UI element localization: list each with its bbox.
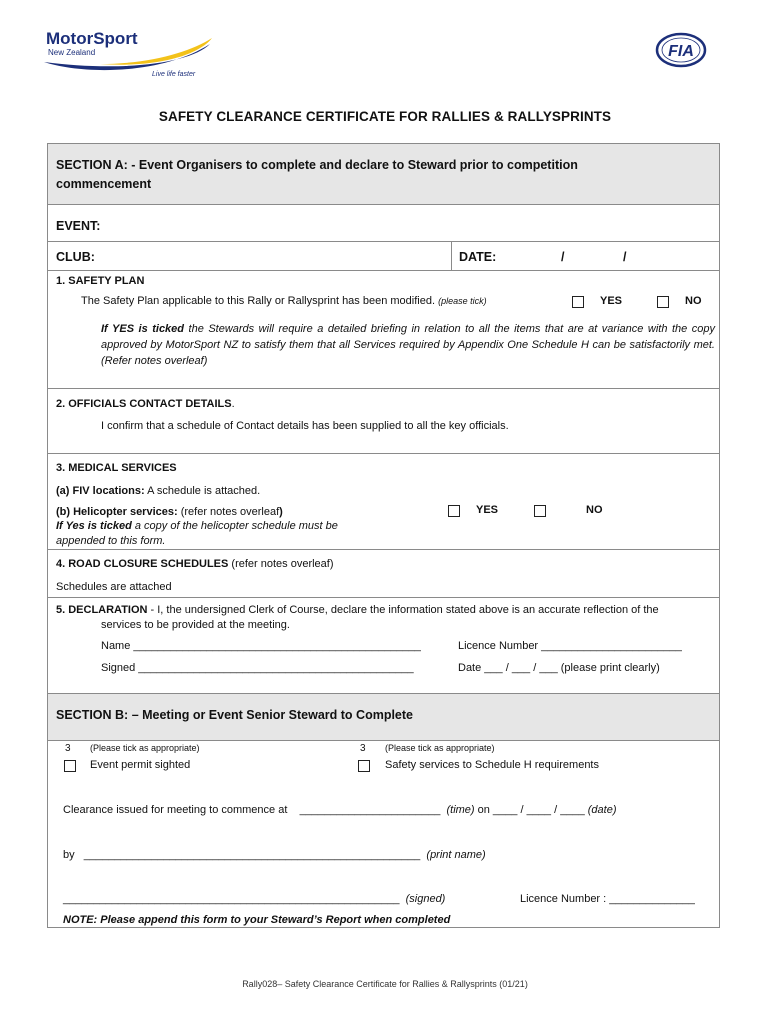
date-label: (date) <box>587 804 617 816</box>
declaration-text: - I, the undersigned Clerk of Course, declare the information stated above is an accurate reflection of the <box>147 604 659 616</box>
helicopter-row <box>56 506 283 519</box>
medical-heading: 3. MEDICAL SERVICES <box>56 462 177 474</box>
event-permit-checkbox[interactable] <box>64 760 76 772</box>
declaration-heading: 5. DECLARATION <box>56 604 148 616</box>
safety-plan-yes-checkbox[interactable] <box>572 296 584 308</box>
steward-licence-field[interactable]: Licence Number : ______________ <box>520 893 695 905</box>
helicopter-note-text: a copy of the helicopter schedule must be <box>131 520 338 532</box>
signed-label: (signed) <box>405 893 446 905</box>
divider <box>47 740 720 741</box>
divider <box>47 270 720 271</box>
club-date-divider <box>451 241 452 270</box>
divider <box>47 453 720 454</box>
helicopter-yes-label: YES <box>476 504 499 516</box>
safety-services-checkbox[interactable] <box>358 760 370 772</box>
helicopter-label: (b) Helicopter services: <box>56 506 178 518</box>
safety-plan-note-lead: If YES is ticked <box>101 323 185 335</box>
helicopter-close: ) <box>279 506 283 518</box>
tick-note: (Please tick as appropriate) <box>385 743 495 753</box>
divider <box>47 693 720 694</box>
road-closure-heading: 4. ROAD CLOSURE SCHEDULES <box>56 558 229 570</box>
helicopter-note-lead: If Yes is ticked <box>56 520 132 532</box>
declaration-signed-field[interactable]: Signed _____________________________________________ <box>101 662 414 674</box>
document-title: SAFETY CLEARANCE CERTIFICATE FOR RALLIES & RALLYSPRINTS <box>158 109 612 124</box>
footer-reference: Rally028– Safety Clearance Certificate for Rallies & Rallysprints (01/21) <box>242 979 528 989</box>
safety-plan-yes-label: YES <box>600 295 623 307</box>
divider <box>47 388 720 389</box>
date-label: DATE: <box>459 250 497 264</box>
motorsport-sub-text: New Zealand <box>48 48 96 57</box>
section-b-heading: SECTION B: – Meeting or Event Senior Steward to Complete <box>56 708 413 722</box>
print-name-field[interactable]: _______________________________________________________ <box>83 849 421 861</box>
helicopter-note-row <box>56 520 338 533</box>
clearance-label: Clearance issued for meeting to commence at <box>63 804 288 816</box>
safety-plan-note <box>101 321 715 369</box>
declaration-licence-field[interactable]: Licence Number _______________________ <box>458 640 682 652</box>
safety-plan-statement-text: The Safety Plan applicable to this Rally or Rallysprint has been modified. <box>81 295 436 307</box>
motorsport-tagline-text: Live life faster <box>152 71 196 78</box>
by-row <box>63 849 486 862</box>
section-a-heading-line1: SECTION A: - Event Organisers to complete and declare to Steward prior to competition <box>56 158 578 172</box>
divider <box>47 241 720 242</box>
date-slash: / <box>623 250 627 264</box>
safety-plan-statement <box>81 295 487 308</box>
clearance-date-field[interactable]: on ____ / ____ / ____ <box>477 804 585 816</box>
officials-statement: I confirm that a schedule of Contact details has been supplied to all the key officials. <box>101 420 509 432</box>
declaration-row <box>56 604 659 617</box>
motorsport-name-text: MotorSport <box>46 29 138 48</box>
officials-heading-end: . <box>231 398 235 410</box>
tick-note: (Please tick as appropriate) <box>90 743 200 753</box>
please-tick-note: (please tick) <box>438 296 487 306</box>
safety-plan-no-label: NO <box>685 295 702 307</box>
divider <box>47 597 720 598</box>
fiv-label: (a) FIV locations: <box>56 485 145 497</box>
safety-plan-no-checkbox[interactable] <box>657 296 669 308</box>
officials-heading: 2. OFFICIALS CONTACT DETAILS <box>56 398 232 410</box>
event-permit-label: Event permit sighted <box>90 759 191 771</box>
tick-mark: 3 <box>65 743 71 754</box>
event-label: EVENT: <box>56 219 101 233</box>
helicopter-yes-checkbox[interactable] <box>448 505 460 517</box>
motorsport-nz-logo <box>40 24 220 80</box>
fia-logo <box>655 32 707 68</box>
append-note: NOTE: Please append this form to your Steward’s Report when completed <box>63 914 451 926</box>
safety-plan-heading: 1. SAFETY PLAN <box>56 275 145 287</box>
time-label: (time) <box>446 804 475 816</box>
declaration-name-field[interactable]: Name _______________________________________________ <box>101 640 421 652</box>
divider <box>47 204 720 205</box>
club-label: CLUB: <box>56 250 95 264</box>
safety-plan-note-body: the Stewards will require a detailed briefing in relation to all the items that are at variance with the copy approved by MotorSport NZ to satisfy them that all Services required by Appendix One Schedule H can be satisfactorily met. (Refer notes overleaf) <box>101 323 715 367</box>
helicopter-no-checkbox[interactable] <box>534 505 546 517</box>
signed-row <box>63 893 445 906</box>
helicopter-no-label: NO <box>586 504 603 516</box>
clearance-row <box>63 804 617 817</box>
section-a-heading-line2: commencement <box>56 177 152 191</box>
clearance-time-field[interactable]: _______________________ <box>299 804 441 816</box>
tick-mark: 3 <box>360 743 366 754</box>
by-label: by <box>63 849 75 861</box>
signed-field[interactable]: _______________________________________________________ <box>63 893 400 905</box>
helicopter-text: (refer notes overleaf <box>177 506 280 518</box>
officials-heading-row <box>56 398 235 411</box>
divider <box>47 549 720 550</box>
declaration-text-2: services to be provided at the meeting. <box>101 619 290 631</box>
fia-text: FIA <box>668 43 694 60</box>
declaration-date-field[interactable]: Date ___ / ___ / ___ (please print clearly) <box>458 662 660 674</box>
safety-services-label: Safety services to Schedule H requirements <box>385 759 599 771</box>
road-closure-heading-row <box>56 558 334 571</box>
helicopter-note-end: appended to this form. <box>56 535 166 547</box>
fiv-text: A schedule is attached. <box>144 485 261 497</box>
road-closure-statement: Schedules are attached <box>56 581 172 593</box>
date-slash: / <box>561 250 565 264</box>
print-name-label: (print name) <box>426 849 486 861</box>
fiv-row <box>56 485 260 498</box>
road-closure-note: (refer notes overleaf) <box>228 558 334 570</box>
